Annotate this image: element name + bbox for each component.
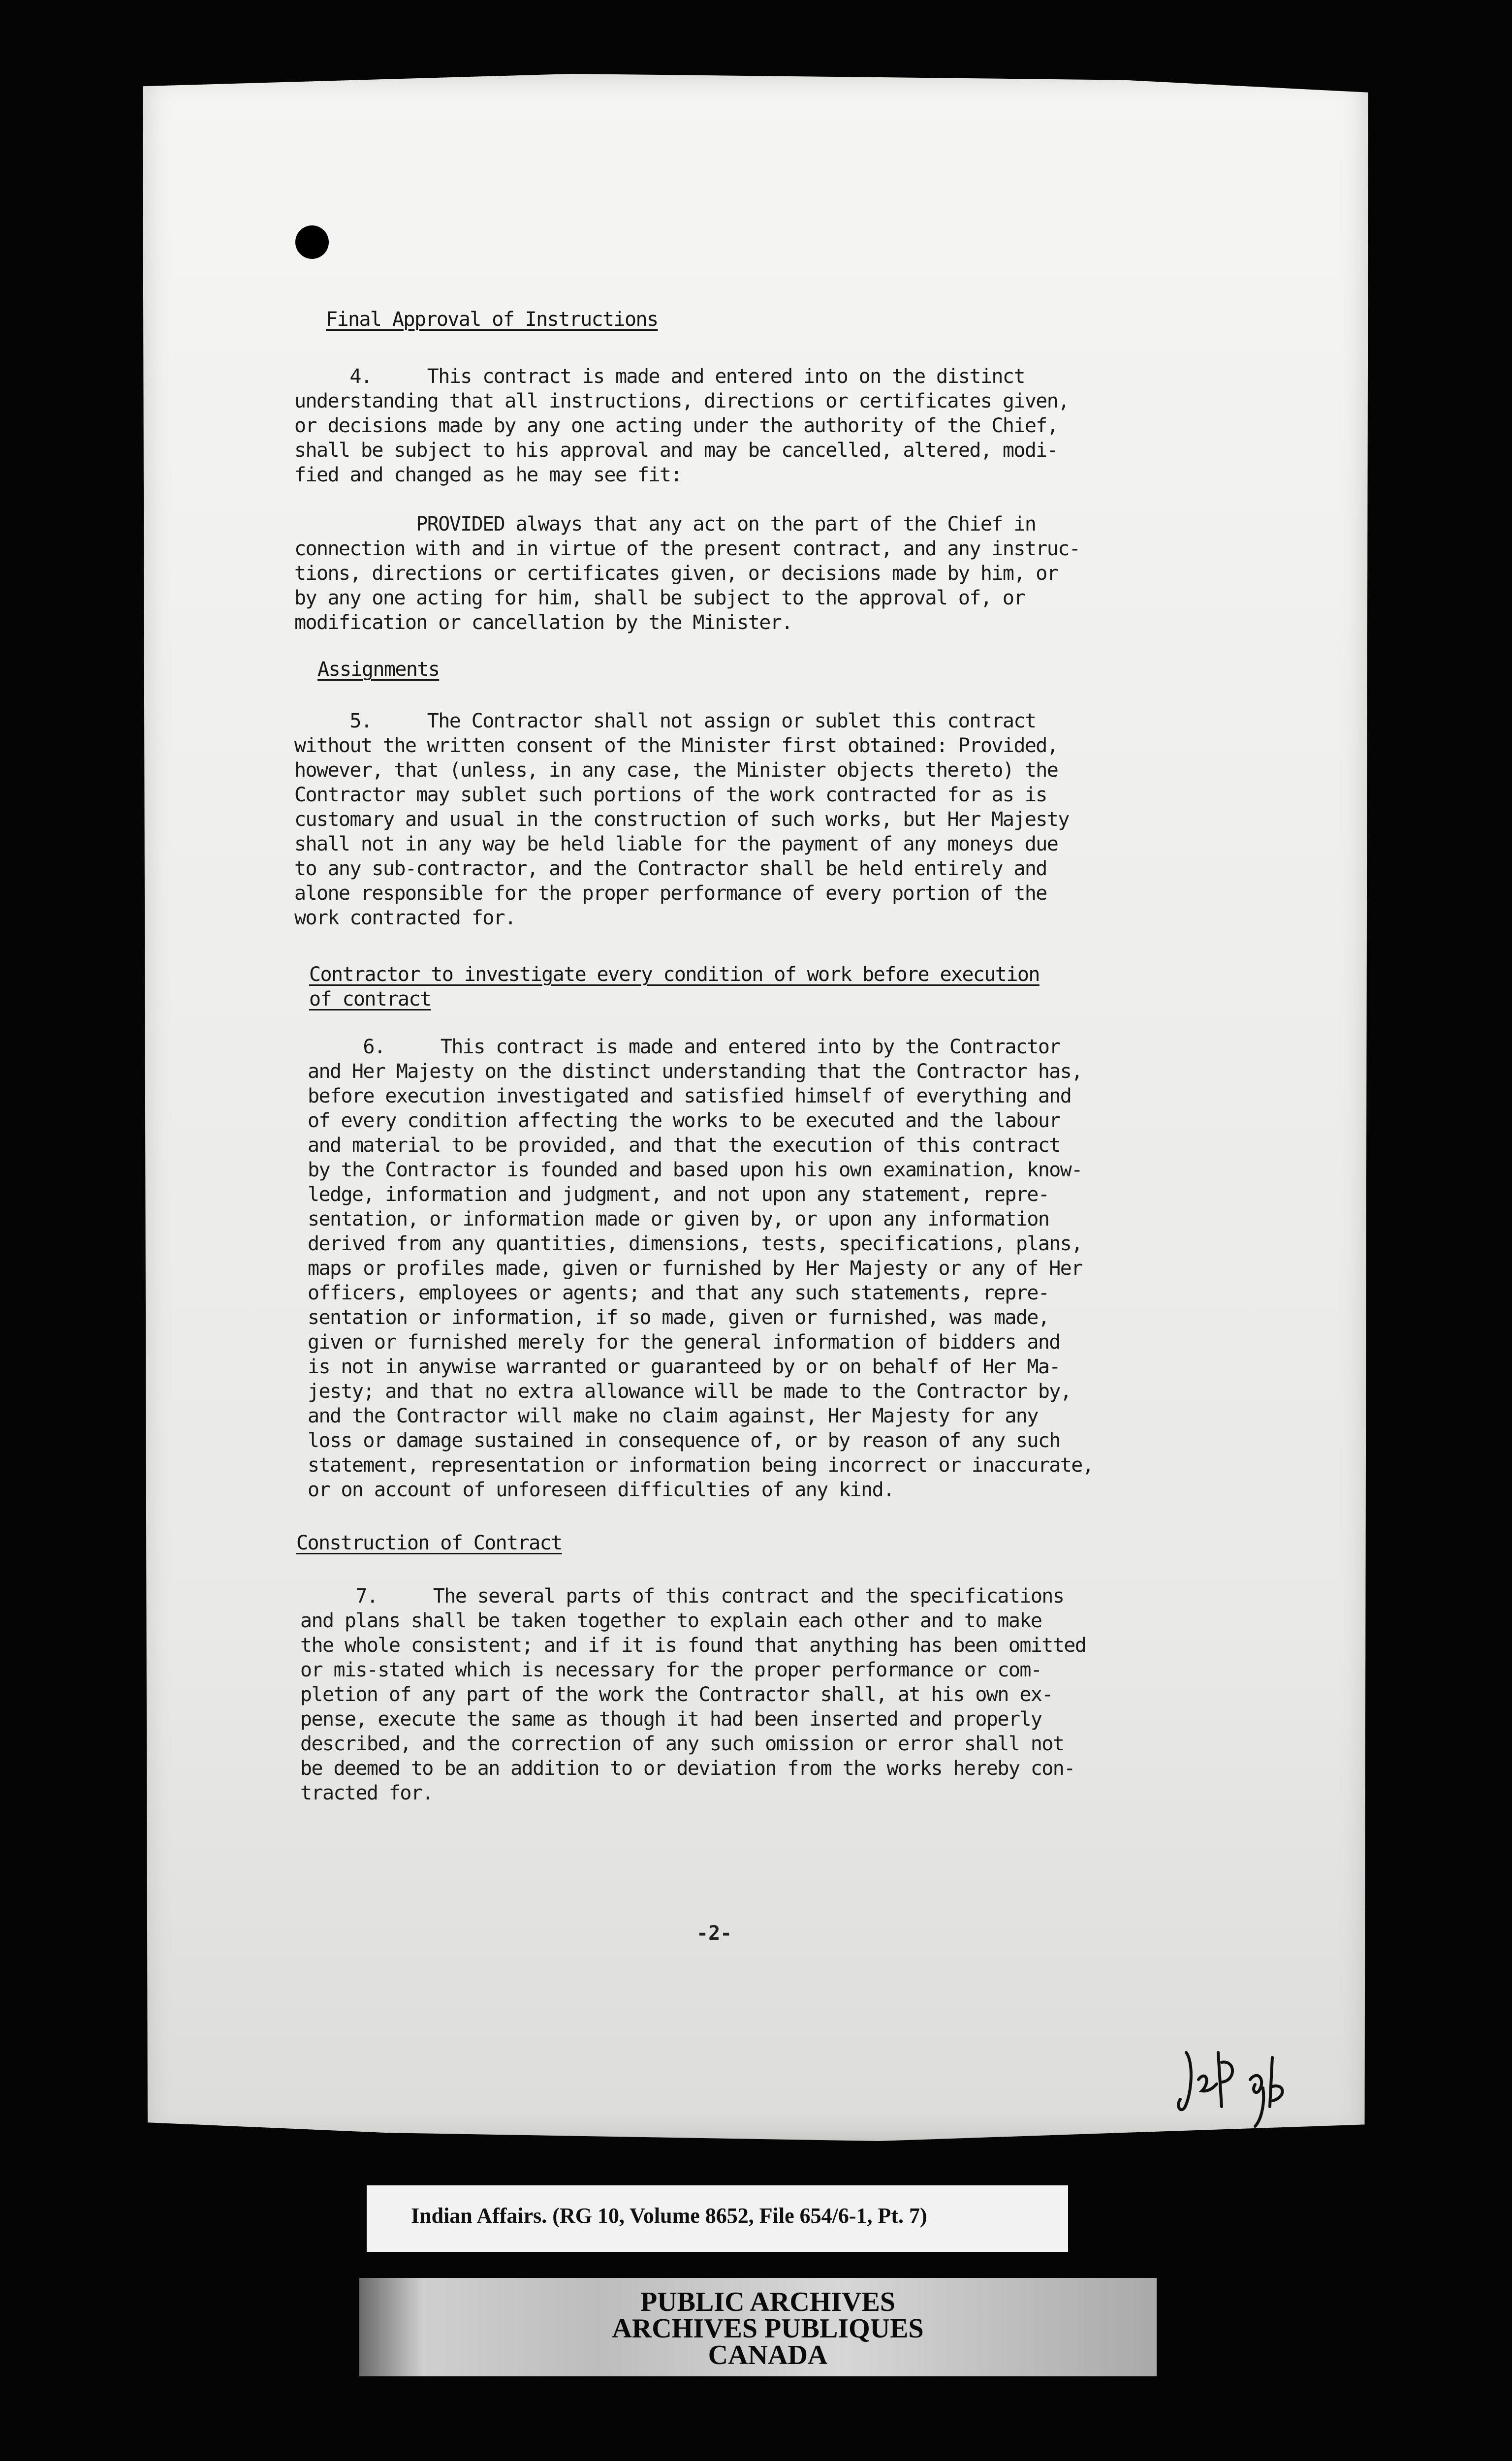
handwritten-initials-signature	[1171, 2033, 1290, 2131]
archive-caption-strip	[367, 2185, 1068, 2252]
heading-line: of contract	[309, 988, 431, 1010]
text-line: before execution investigated and satisfied himself of everything and	[308, 1085, 1071, 1107]
paragraph-5	[294, 709, 1220, 930]
text-line: however, that (unless, in any case, the Minister objects thereto) the	[294, 759, 1058, 782]
text-line: jesty; and that no extra allowance will be made to the Contractor by,	[308, 1380, 1071, 1403]
page-number: -2-	[696, 1922, 732, 1945]
text-line: alone responsible for the proper performance of every portion of the	[294, 882, 1047, 905]
text-line: understanding that all instructions, directions or certificates given,	[294, 390, 1069, 412]
text-line: pletion of any part of the work the Contractor shall, at his own ex-	[300, 1683, 1053, 1706]
text-line: derived from any quantities, dimensions, tests, specifications, plans,	[308, 1232, 1082, 1255]
heading-line: Contractor to investigate every condition of work before execution	[309, 963, 1040, 986]
text-line: and material to be provided, and that the execution of this contract	[308, 1134, 1060, 1157]
text-line: tions, directions or certificates given, or decisions made by him, or	[294, 562, 1058, 585]
text-line: 7. The several parts of this contract and the specifications	[300, 1585, 1064, 1608]
heading-assignments: Assignments	[317, 658, 440, 681]
text-line: modification or cancellation by the Minister.	[294, 611, 792, 634]
text-line: ledge, information and judgment, and not upon any statement, repre-	[308, 1183, 1049, 1206]
text-line: 4. This contract is made and entered into on the distinct	[294, 365, 1025, 388]
heading-final-approval: Final Approval of Instructions	[326, 308, 658, 331]
text-line: statement, representation or information being incorrect or inaccurate,	[308, 1454, 1094, 1477]
stamp-line: ARCHIVES PUBLIQUES	[612, 2313, 924, 2344]
text-line: without the written consent of the Minister first obtained: Provided,	[294, 734, 1058, 757]
paragraph-4-proviso	[294, 512, 1220, 635]
text-line: is not in anywise warranted or guaranteed by or on behalf of Her Ma-	[308, 1356, 1060, 1378]
text-line: shall be subject to his approval and may be cancelled, altered, modi-	[294, 439, 1058, 462]
text-line: connection with and in virtue of the present contract, and any instruc-	[294, 537, 1080, 560]
text-line: to any sub-contractor, and the Contractor shall be held entirely and	[294, 857, 1047, 880]
text-line: of every condition affecting the works to be executed and the labour	[308, 1109, 1060, 1132]
paragraph-4	[294, 364, 1220, 487]
text-line: or on account of unforeseen difficulties of any kind.	[308, 1479, 894, 1501]
text-line: shall not in any way be held liable for the payment of any moneys due	[294, 833, 1058, 855]
text-line: described, and the correction of any such omission or error shall not	[300, 1733, 1064, 1755]
text-line: by any one acting for him, shall be subject to the approval of, or	[294, 587, 1025, 609]
text-line: given or furnished merely for the general information of bidders and	[308, 1331, 1060, 1354]
text-line: maps or profiles made, given or furnished by Her Majesty or any of Her	[308, 1257, 1082, 1280]
heading-construction-of-contract: Construction of Contract	[296, 1532, 562, 1554]
text-line: be deemed to be an addition to or deviation from the works hereby con-	[300, 1757, 1075, 1780]
text-line: and Her Majesty on the distinct understanding that the Contractor has,	[308, 1060, 1082, 1083]
text-line: 6. This contract is made and entered into by the Contractor	[308, 1036, 1060, 1058]
text-line: fied and changed as he may see fit:	[294, 464, 682, 486]
text-line: the whole consistent; and if it is found that anything has been omitted	[300, 1634, 1086, 1657]
paragraph-6	[308, 1035, 1233, 1502]
heading-contractor-investigate	[309, 962, 1040, 1011]
text-line: and the Contractor will make no claim against, Her Majesty for any	[308, 1405, 1038, 1427]
archive-stamp	[591, 2289, 945, 2368]
text-line: tracted for.	[300, 1782, 433, 1804]
stamp-line: PUBLIC ARCHIVES	[640, 2287, 896, 2317]
text-line: or decisions made by any one acting under the authority of the Chief,	[294, 414, 1058, 437]
archive-stamp-strip	[359, 2278, 1157, 2376]
punch-hole	[295, 225, 329, 259]
text-line: by the Contractor is founded and based upon his own examination, know-	[308, 1159, 1082, 1181]
text-line: PROVIDED always that any act on the part of the Chief in	[294, 513, 1036, 536]
text-line: sentation or information, if so made, given or furnished, was made,	[308, 1306, 1049, 1329]
text-line: 5. The Contractor shall not assign or sublet this contract	[294, 710, 1036, 732]
stamp-line: CANADA	[708, 2340, 828, 2370]
text-line: work contracted for.	[294, 907, 516, 929]
text-line: customary and usual in the construction of such works, but Her Majesty	[294, 808, 1069, 831]
text-line: officers, employees or agents; and that any such statements, repre-	[308, 1282, 1049, 1304]
text-line: Contractor may sublet such portions of the work contracted for as is	[294, 784, 1047, 806]
text-line: and plans shall be taken together to explain each other and to make	[300, 1609, 1042, 1632]
archive-caption: Indian Affairs. (RG 10, Volume 8652, File 654/6-1, Pt. 7)	[411, 2204, 927, 2228]
text-line: or mis-stated which is necessary for the proper performance or com-	[300, 1659, 1042, 1681]
text-line: loss or damage sustained in consequence of, or by reason of any such	[308, 1429, 1060, 1452]
paragraph-7	[300, 1584, 1226, 1805]
text-line: sentation, or information made or given by, or upon any information	[308, 1208, 1049, 1230]
text-line: pense, execute the same as though it had been inserted and properly	[300, 1708, 1042, 1731]
